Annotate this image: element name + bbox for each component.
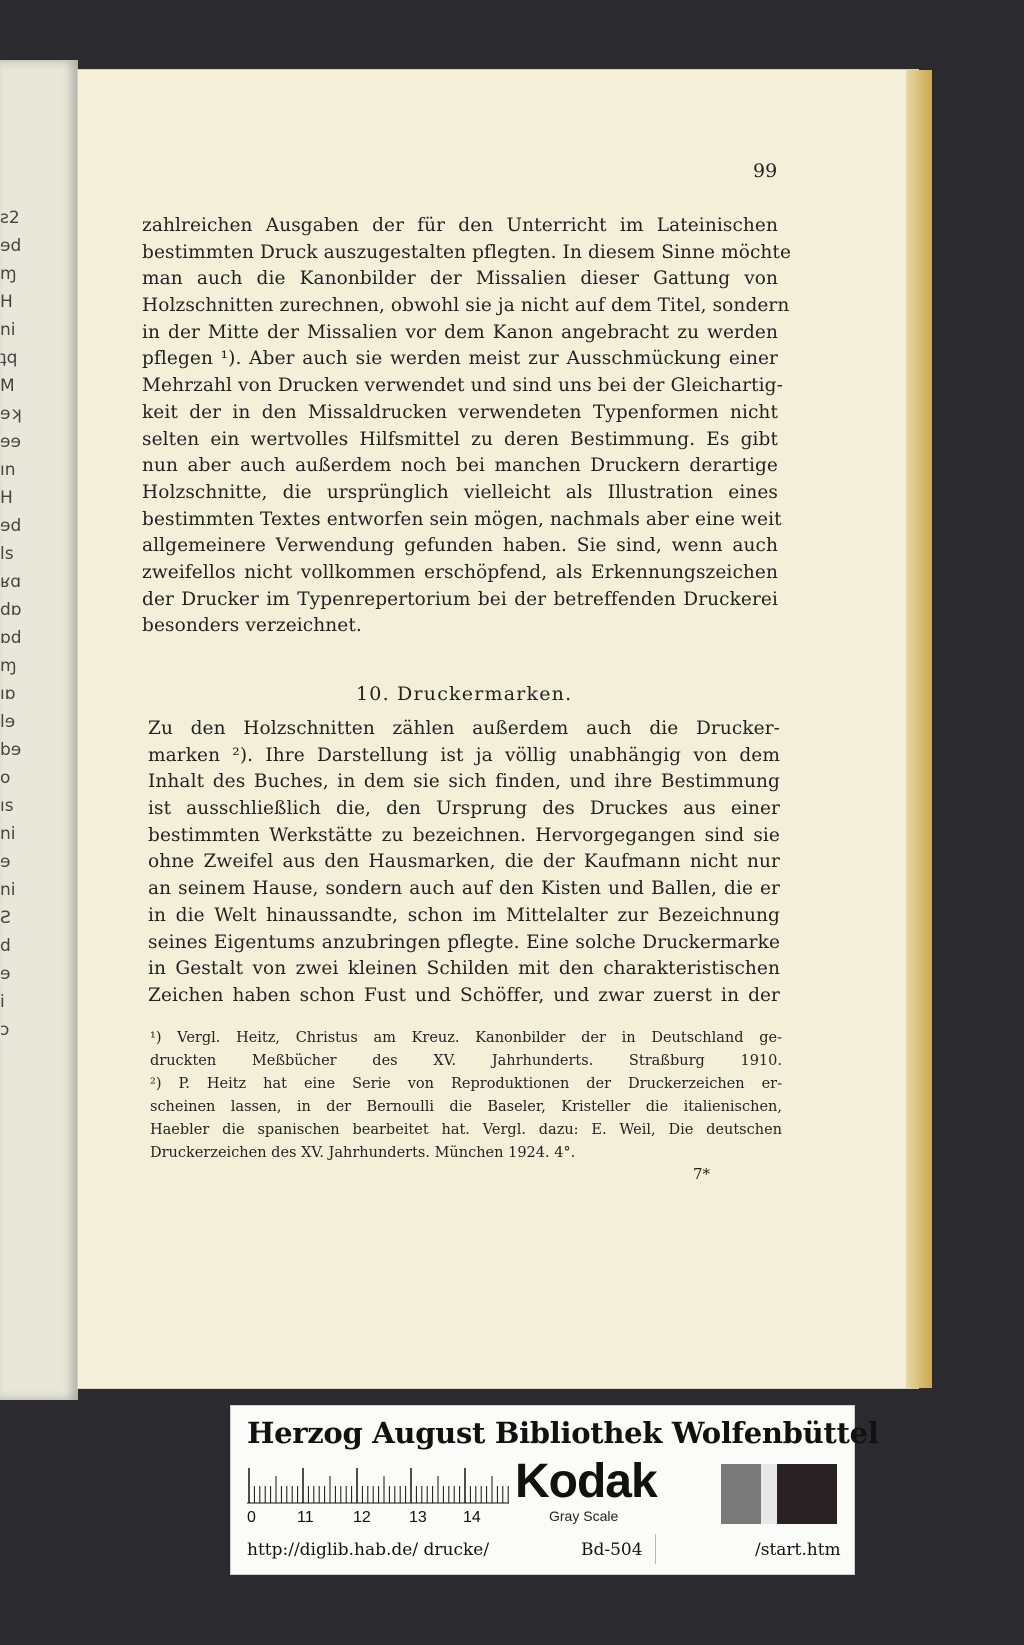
text-line: in die Welt hinaussandte, schon im Mittelalter zur Bezeichnung (148, 904, 780, 926)
text-line: besonders verzeichnet. (142, 615, 362, 637)
left-page-text-fragment: o (0, 768, 11, 788)
left-page-text-fragment: ıɒ (0, 684, 16, 704)
paragraph-2 (148, 716, 780, 1010)
grayscale-label: Gray Scale (549, 1508, 619, 1524)
ruler-label: 11 (297, 1509, 314, 1526)
text-line: man auch die Kanonbilder der Missalien dieser Gattung von (142, 268, 778, 290)
ruler-label: 12 (353, 1509, 371, 1526)
text-line: selten ein wertvolles Hilfsmittel zu deren Bestimmung. Es gibt (142, 428, 778, 450)
ruler-label: 14 (463, 1509, 481, 1526)
left-page-text-fragment: ɘ (0, 964, 11, 984)
library-title: Herzog August Bibliothek Wolfenbüttel (247, 1416, 879, 1450)
text-line: allgemeinere Verwendung gefunden haben. Sie sind, wenn auch (142, 535, 778, 557)
left-page-text-fragment: ɘʞ (0, 404, 22, 424)
signature-mark: 7* (693, 1165, 711, 1183)
left-page-text-fragment: dɒ (0, 600, 22, 620)
section-heading: 10. Druckermarken. (356, 683, 573, 705)
url-shelfmark: Bd-504 (581, 1540, 643, 1560)
left-page-text-fragment: ɔ (0, 1020, 10, 1040)
text-line: Zeichen haben schon Fust und Schöffer, und zwar zuerst in der (148, 984, 780, 1006)
text-line: in der Mitte der Missalien vor dem Kanon angebracht zu werden (142, 321, 778, 343)
page-number: 99 (753, 160, 778, 182)
divider (655, 1534, 656, 1564)
text-line: keit der in den Missaldrucken verwendeten Typenformen nicht (142, 401, 778, 423)
ruler-labels (247, 1509, 509, 1529)
left-page-text-fragment: ın (0, 460, 16, 480)
left-page-text-fragment: ni (0, 320, 16, 340)
left-page-text-fragment: ni (0, 824, 16, 844)
ruler-scale (247, 1466, 509, 1504)
url-left: http://diglib.hab.de/ drucke/ (247, 1540, 490, 1560)
text-line: Mehrzahl von Drucken verwendet und sind uns bei der Gleichartig- (142, 375, 783, 397)
text-line: druckten Meßbücher des XV. Jahrhunderts. Straßburg 1910. (150, 1053, 782, 1069)
text-line: in Gestalt von zwei kleinen Schilden mit den charakteristischen (148, 958, 780, 980)
left-facing-page (0, 60, 78, 1400)
text-line: Holzschnitte, die ursprünglich vielleicht als Illustration eines (142, 481, 778, 503)
left-page-text-fragment: ɘd (0, 236, 22, 256)
text-line: Holzschnitten zurechnen, obwohl sie ja nicht auf dem Titel, sondern (142, 295, 790, 317)
text-line: nun aber auch außerdem noch bei manchen Druckern derartige (142, 455, 778, 477)
text-line: der Drucker im Typenrepertorium bei der betreffenden Druckerei (142, 588, 778, 610)
left-page-text-fragment: ɘɘ (0, 432, 21, 452)
left-page-text-fragment: ls (0, 544, 14, 564)
gray-patch-dark (777, 1464, 837, 1524)
left-page-text-fragment: ɘ (0, 852, 11, 872)
text-line: ²) P. Heitz hat eine Serie von Reproduktionen der Druckerzeichen er- (150, 1076, 782, 1092)
left-page-text-fragment: lɘ (0, 712, 16, 732)
left-page-text-fragment: ʁɑ (0, 572, 22, 592)
text-line: zweifellos nicht vollkommen erschöpfend, als Erkennungszeichen (142, 561, 778, 583)
left-page-text-fragment: ɒd (0, 628, 22, 648)
ruler-label: 13 (409, 1509, 427, 1526)
text-line: Haebler die spanischen bearbeitet hat. Vergl. dazu: E. Weil, Die deutschen (150, 1122, 782, 1138)
text-line: seines Eigentums anzubringen pflegte. Eine solche Druckermarke (148, 931, 780, 953)
text-line: bestimmten Druck auszugestalten pflegten. In diesem Sinne möchte (142, 241, 792, 263)
scan-target-card (230, 1405, 879, 1575)
text-line: bestimmten Textes entworfen sein mögen, nachmals aber eine weit (142, 508, 782, 530)
left-page-text-fragment: H (0, 488, 13, 508)
left-page-text-fragment: bɘ (0, 740, 22, 760)
text-line: bestimmten Werkstätte zu bezeichnen. Hervorgegangen sind sie (148, 824, 780, 846)
footnotes (150, 1027, 782, 1165)
left-page-text-fragment: H (0, 292, 13, 312)
left-page-text-fragment: Ꙅ (0, 908, 11, 928)
page-edge (906, 70, 932, 1388)
left-page-text-fragment: ıs (0, 796, 14, 816)
text-line: ohne Zweifel aus den Hausmarken, die der Kaufmann nicht nur (148, 851, 780, 873)
text-line: Zu den Holzschnitten zählen außerdem auch die Drucker- (148, 718, 780, 739)
gray-patch-mid (721, 1464, 761, 1524)
left-page-text-fragment: ɱ (0, 656, 17, 676)
text-line: Inhalt des Buches, in dem sie sich finden, und ihre Bestimmung (148, 771, 780, 793)
text-line: ¹) Vergl. Heitz, Christus am Kreuz. Kanonbilder der in Deutschland ge- (150, 1030, 782, 1046)
url-right: /start.htm (755, 1540, 841, 1560)
left-page-text-fragment: i (0, 992, 5, 1012)
text-line: scheinen lassen, in der Bernoulli die Baseler, Kristeller die italienischen, (150, 1099, 782, 1115)
text-line: an seinem Hause, sondern auch auf den Kisten und Ballen, die er (148, 878, 780, 900)
left-page-text-fragment: ʇq (0, 348, 18, 368)
paragraph-1 (142, 213, 792, 640)
left-page-text-fragment: d (0, 936, 11, 956)
left-page-text-fragment: M (0, 376, 15, 396)
gray-patch-light (761, 1464, 777, 1524)
kodak-logo: Kodak (515, 1455, 657, 1508)
text-line: zahlreichen Ausgaben der für den Unterricht im Lateinischen (142, 215, 778, 236)
left-page-text-fragment: ɘd (0, 516, 22, 536)
left-page-text-fragment: ꙅ2 (0, 208, 20, 228)
left-page-text-fragment: ni (0, 880, 16, 900)
ruler-label: 0 (247, 1509, 256, 1526)
left-page-text-fragment: ɱ (0, 264, 17, 284)
text-line: ist ausschließlich die, den Ursprung des Druckes aus einer (148, 798, 780, 820)
text-line: pflegen ¹). Aber auch sie werden meist zur Ausschmückung einer (142, 348, 778, 370)
text-line: Druckerzeichen des XV. Jahrhunderts. München 1924. 4°. (150, 1145, 576, 1161)
text-line: marken ²). Ihre Darstellung ist ja völlig unabhängig von dem (148, 744, 780, 766)
